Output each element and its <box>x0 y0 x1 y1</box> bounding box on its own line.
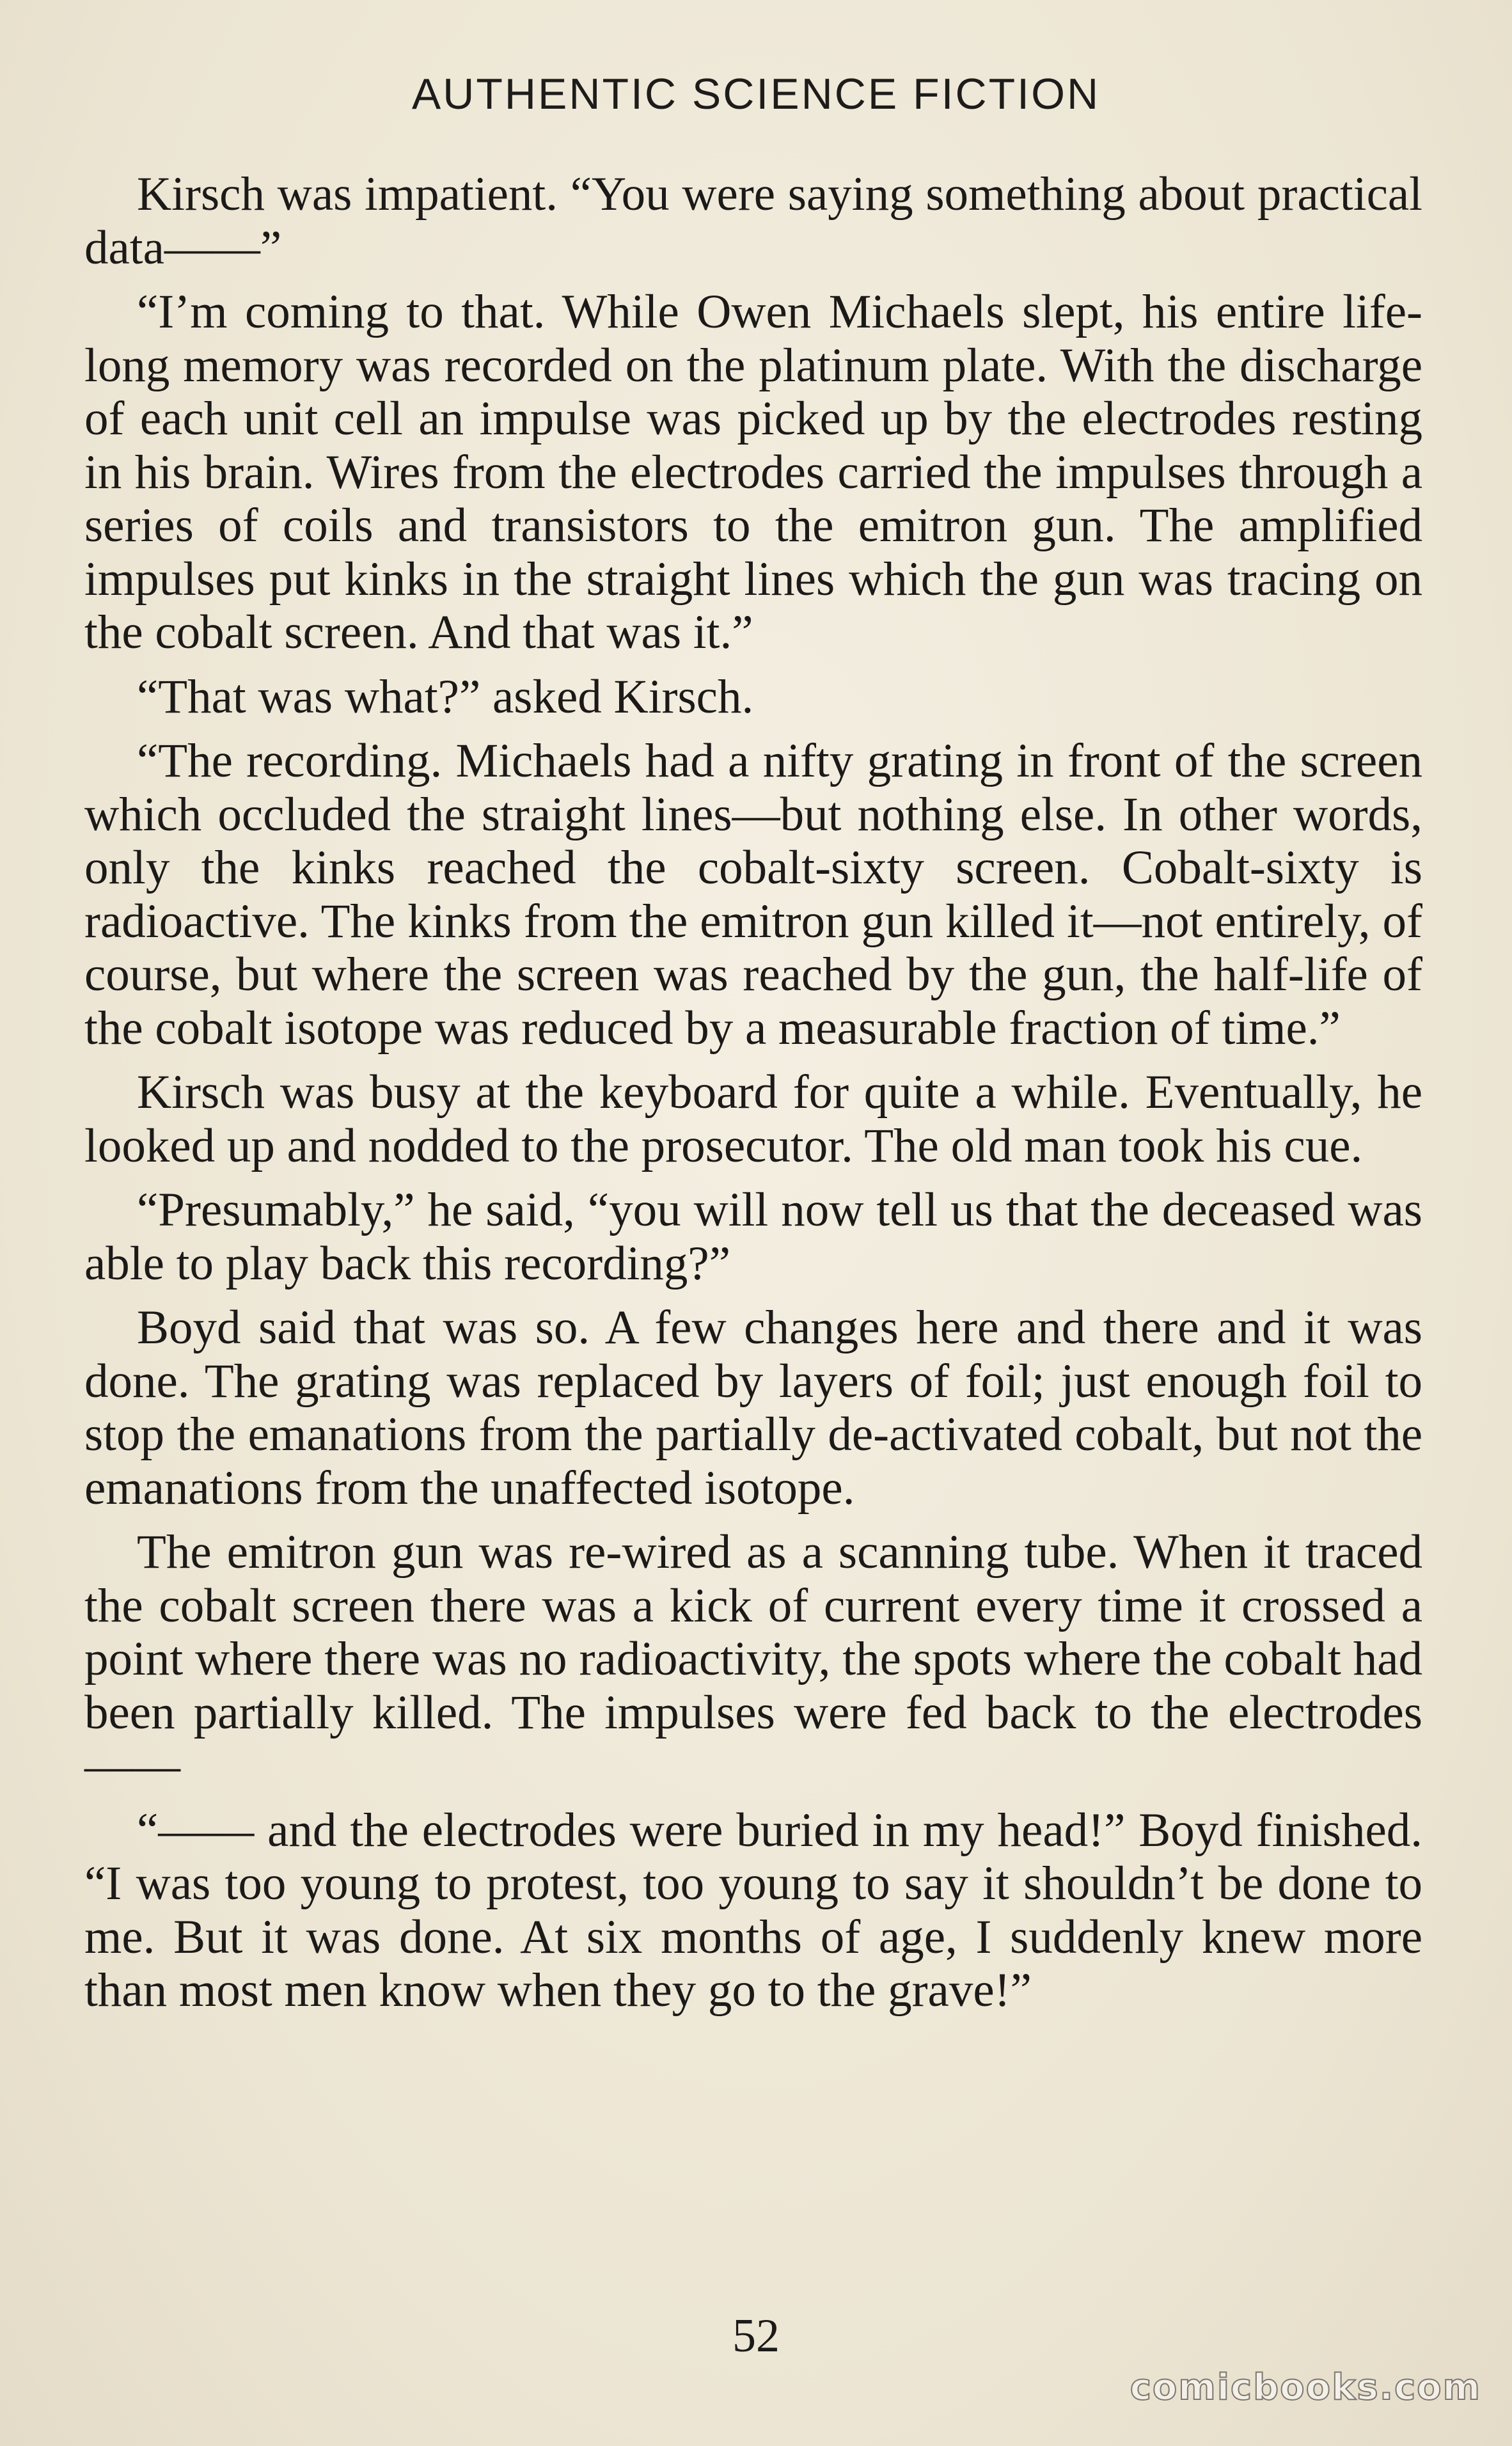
page-number: 52 <box>732 2310 780 2362</box>
paragraph: “The recording. Michaels had a nifty grating in front of the screen which occluded the straight lines—but nothing else. In other words, only the kinks reached the cobalt-sixty screen. Cobalt-sixty is radioactive. The kinks from the emitron gun killed it—not entirely, of course, but where the screen was reached by the gun, the half-life of the cobalt isotope was reduced by a measurable fraction of time.” <box>84 734 1422 1055</box>
paragraph: Kirsch was impatient. “You were saying something about practical data——” <box>84 168 1422 274</box>
paragraph: “Presumably,” he said, “you will now tell us that the deceased was able to play back this recording?” <box>84 1183 1422 1290</box>
paragraph: The emitron gun was re-wired as a scanning tube. When it traced the cobalt screen there was a kick of current every time it crossed a point where there was no radioactivity, the spots where the cobalt had been partially killed. The impulses were fed back to the electrodes—— <box>84 1526 1422 1792</box>
paragraph: “That was what?” asked Kirsch. <box>137 670 754 723</box>
paragraph: Boyd said that was so. A few changes here and there and it was done. The grating was replaced by layers of foil; just enough foil to stop the emanations from the partially de-activated cobalt, but not the emanations from the unaffected isotope. <box>84 1301 1422 1515</box>
story-text <box>84 168 1422 2028</box>
running-title: AUTHENTIC SCIENCE FICTION <box>411 70 1101 118</box>
paragraph: Kirsch was busy at the keyboard for quite a while. Eventually, he looked up and nodded to the prosecutor. The old man took his cue. <box>84 1066 1422 1172</box>
watermark-logo: comicbooks.com <box>1130 2367 1481 2408</box>
paragraph: “—— and the electrodes were buried in my head!” Boyd finished. “I was too young to protest, too young to say it shouldn’t be done to me. But it was done. At six months of age, I suddenly knew more than most men know when they go to the grave!” <box>84 1803 1422 2017</box>
paragraph: “I’m coming to that. While Owen Michaels slept, his entire life-long memory was recorded on the platinum plate. With the discharge of each unit cell an impulse was picked up by the electrodes resting in his brain. Wires from the electrodes carried the impulses through a series of coils and transistors to the emitron gun. The amplified impulses put kinks in the straight lines which the gun was tracing on the cobalt screen. And that was it.” <box>84 285 1422 659</box>
